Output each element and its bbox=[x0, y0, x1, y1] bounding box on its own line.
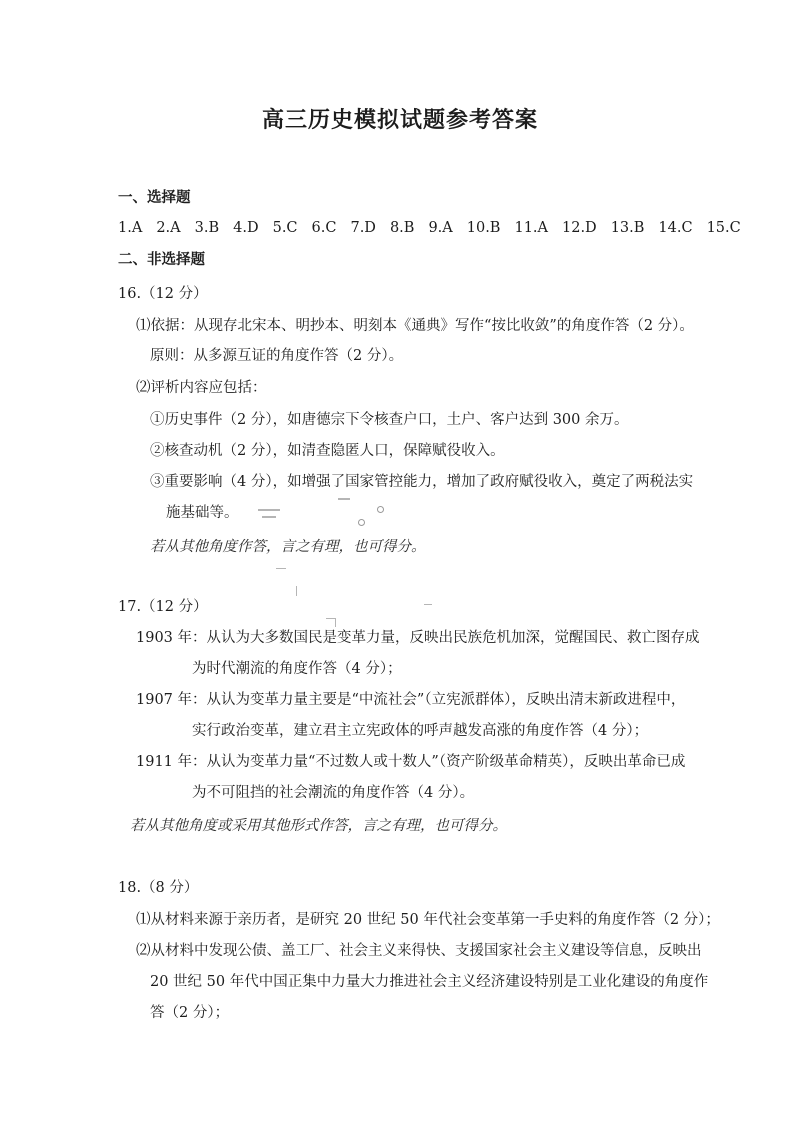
q16-point2: ②核查动机（2 分），如清查隐匿人口，保障赋役收入。 bbox=[150, 443, 505, 459]
q16-note: 若从其他角度作答，言之有理，也可得分。 bbox=[150, 539, 426, 555]
q16-part2: ⑵评析内容应包括： bbox=[136, 380, 267, 396]
choice-answer: 1.A bbox=[118, 220, 143, 236]
page-title: 高三历史模拟试题参考答案 bbox=[261, 108, 538, 133]
choice-answer: 8.B bbox=[389, 220, 415, 236]
q17-1907-cont: 实行政治变革，建立君主立宪政体的呼声越发高涨的角度作答（4 分）； bbox=[192, 723, 649, 739]
scan-dot bbox=[358, 519, 365, 526]
section-heading-choice: 一、选择题 bbox=[118, 190, 191, 206]
q16-label: 16.（12 分） bbox=[118, 286, 208, 302]
choice-answer: 2.A bbox=[156, 220, 181, 236]
choice-answer: 9.A bbox=[428, 220, 453, 236]
choice-answer: 15.C bbox=[706, 220, 741, 236]
q17-1903-cont: 为时代潮流的角度作答（4 分）； bbox=[192, 661, 402, 677]
scan-dot bbox=[377, 506, 384, 513]
scan-mark bbox=[258, 509, 280, 511]
scan-mark bbox=[338, 498, 350, 500]
q18-part2-end: 答（2 分）； bbox=[150, 1005, 230, 1021]
q18-label: 18.（8 分） bbox=[118, 880, 199, 896]
choice-answer: 12.D bbox=[562, 220, 597, 236]
choice-answer: 5.C bbox=[272, 220, 298, 236]
scan-mark bbox=[296, 586, 297, 596]
q18-part1: ⑴从材料来源于亲历者，是研究 20 世纪 50 年代社会变革第一手史料的角度作答（2 分）； bbox=[136, 912, 720, 928]
scan-mark bbox=[276, 568, 286, 569]
section-heading-nonchoice: 二、非选择题 bbox=[118, 252, 205, 268]
choice-answer: 10.B bbox=[466, 220, 501, 236]
q16-part1: ⑴依据：从现存北宋本、明抄本、明刻本《通典》写作“按比收敛”的角度作答（2 分）。 bbox=[136, 318, 694, 334]
q17-1911-cont: 为不可阻挡的社会潮流的角度作答（4 分）。 bbox=[192, 785, 475, 801]
q17-note: 若从其他角度或采用其他形式作答，言之有理，也可得分。 bbox=[130, 818, 507, 834]
choice-answer: 13.B bbox=[610, 220, 645, 236]
q16-point1: ①历史事件（2 分），如唐德宗下令核查户口，土户、客户达到 300 余万。 bbox=[150, 412, 629, 428]
choice-answer: 14.C bbox=[658, 220, 693, 236]
q16-principle: 原则：从多源互证的角度作答（2 分）。 bbox=[150, 348, 404, 364]
choice-answers-row bbox=[118, 218, 755, 238]
choice-answer: 7.D bbox=[350, 220, 376, 236]
q18-part2-cont: 20 世纪 50 年代中国正集中力量大力推进社会主义经济建设特别是工业化建设的角度作 bbox=[150, 974, 709, 990]
choice-answer: 4.D bbox=[233, 220, 259, 236]
choice-answer: 6.C bbox=[311, 220, 337, 236]
scan-mark bbox=[262, 516, 276, 518]
q17-1911: 1911 年：从认为变革力量“不过数人或十数人”（资产阶级革命精英），反映出革命已成 bbox=[136, 754, 686, 770]
q16-point3-cont: 施基础等。 bbox=[166, 505, 239, 521]
choice-answer: 11.A bbox=[514, 220, 548, 236]
q18-part2: ⑵从材料中发现公债、盖工厂、社会主义来得快、支援国家社会主义建设等信息，反映出 bbox=[136, 943, 702, 959]
q17-1903: 1903 年：从认为大多数国民是变革力量，反映出民族危机加深，觉醒国民、救亡图存成 bbox=[136, 630, 700, 646]
q17-1907: 1907 年：从认为变革力量主要是“中流社会”（立宪派群体），反映出清末新政进程中， bbox=[136, 692, 686, 708]
q16-point3: ③重要影响（4 分），如增强了国家管控能力，增加了政府赋役收入，奠定了两税法实 bbox=[150, 474, 694, 490]
scan-mark bbox=[335, 618, 336, 627]
choice-answer: 3.B bbox=[194, 220, 220, 236]
q17-label: 17.（12 分） bbox=[118, 599, 208, 615]
scan-mark bbox=[424, 604, 432, 605]
